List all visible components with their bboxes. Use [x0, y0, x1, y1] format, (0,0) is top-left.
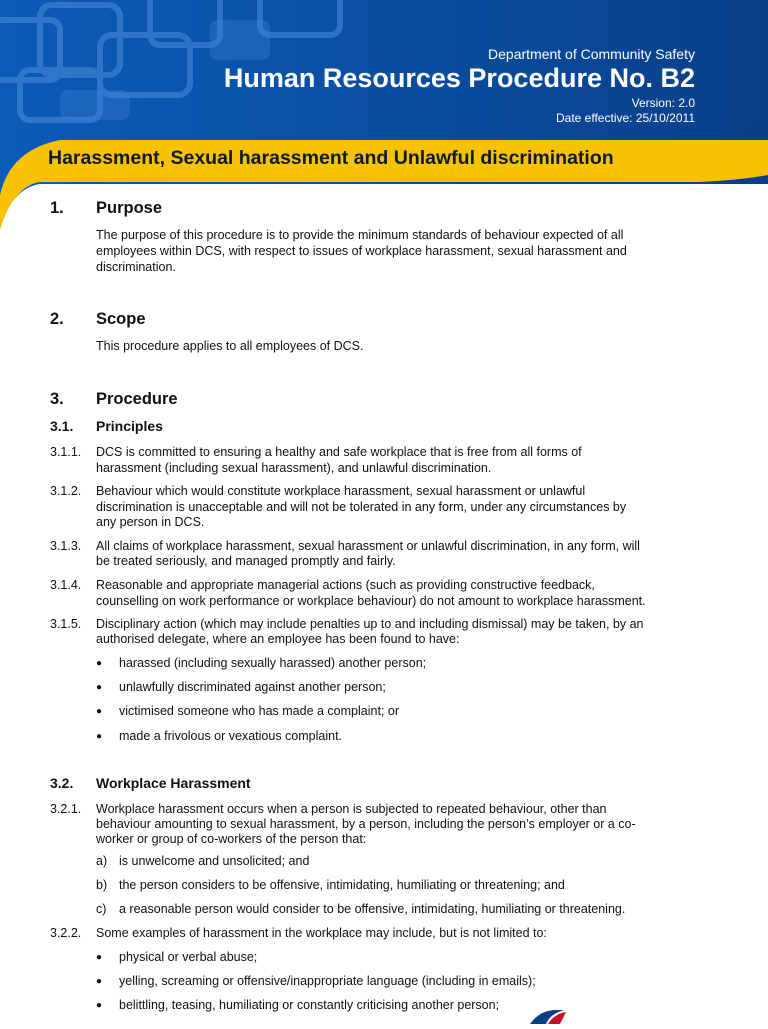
clause-line: Behaviour which would constitute workplace harassment, sexual harassment or unlawful — [96, 484, 586, 498]
section-title-scope: Scope — [96, 310, 146, 328]
clause-line: worker or group of co-workers of the person that: — [96, 832, 367, 846]
clause-number: 3.1.2. — [50, 484, 82, 498]
clause-line: All claims of workplace harassment, sexual harassment or unlawful discrimination, in any form, will — [96, 539, 640, 553]
list-item: yelling, screaming or offensive/inappropriate language (including in emails); — [119, 974, 536, 988]
clause-line: Reasonable and appropriate managerial actions (such as providing constructive feedback, — [96, 578, 595, 592]
clause-line: behaviour amounting to sexual harassment, by a person, including the person’s employer or a co- — [96, 817, 636, 831]
list-item: unlawfully discriminated against another person; — [119, 680, 386, 694]
purpose-line: The purpose of this procedure is to provide the minimum standards of behaviour expected of all — [96, 228, 624, 242]
list-item: belittling, teasing, humiliating or constantly criticising another person; — [119, 998, 500, 1012]
subsection-title-principles: Principles — [96, 418, 163, 434]
clause-line: authorised delegate, where an employee has been found to have: — [96, 632, 460, 646]
section-title-procedure: Procedure — [96, 390, 178, 408]
clause-line: Some examples of harassment in the workplace may include, but is not limited to: — [96, 926, 547, 940]
clause-number: 3.2.2. — [50, 926, 82, 940]
clause-line: be treated seriously, and managed promptly and fairly. — [96, 554, 396, 568]
footer-logo — [520, 1008, 580, 1029]
bullet-icon: ● — [96, 1000, 103, 1011]
list-item: physical or verbal abuse; — [119, 950, 258, 964]
clause-line: Disciplinary action (which may include penalties up to and including dismissal) may be taken, by an — [96, 617, 644, 631]
clause-number: 3.1.3. — [50, 539, 82, 553]
department-name: Department of Community Safety — [488, 46, 695, 62]
list-item: made a frivolous or vexatious complaint. — [119, 729, 343, 743]
date-effective: Date effective: 25/10/2011 — [556, 111, 695, 125]
subsection-title-workplace: Workplace Harassment — [96, 775, 251, 791]
section-title-purpose: Purpose — [96, 199, 163, 217]
clause-number: 3.1.1. — [50, 445, 82, 459]
procedure-title: Human Resources Procedure No. B2 — [223, 63, 695, 93]
clause-line: DCS is committed to ensuring a healthy and safe workplace that is free from all forms of — [96, 445, 582, 459]
clause-number: 3.2.1. — [50, 802, 82, 816]
list-item: victimised someone who has made a complaint; or — [119, 704, 399, 718]
list-label: a) — [96, 854, 108, 868]
list-item: is unwelcome and unsolicited; and — [119, 854, 310, 868]
clause-line: harassment (including sexual harassment), and unlawful discrimination. — [96, 461, 492, 475]
subsection-number-workplace: 3.2. — [50, 775, 74, 791]
scope-text: This procedure applies to all employees of DCS. — [96, 339, 364, 353]
list-label: c) — [96, 902, 107, 916]
subsection-number-principles: 3.1. — [50, 418, 74, 434]
bullet-icon: ● — [96, 731, 103, 742]
purpose-line: employees within DCS, with respect to issues of workplace harassment, sexual harassment and — [96, 244, 627, 258]
section-number-purpose: 1. — [50, 199, 64, 217]
list-item: harassed (including sexually harassed) another person; — [119, 656, 427, 670]
section-number-procedure: 3. — [50, 390, 64, 408]
document-title: Harassment, Sexual harassment and Unlawful discrimination — [48, 147, 614, 169]
header-banner — [0, 0, 768, 230]
list-label: b) — [96, 878, 108, 892]
clause-line: discrimination is unacceptable and will not be tolerated in any form, under any circumstances by — [96, 500, 627, 514]
bullet-icon: ● — [96, 952, 103, 963]
bullet-icon: ● — [96, 682, 103, 693]
version-label: Version: 2.0 — [631, 96, 695, 110]
section-number-scope: 2. — [50, 310, 64, 328]
bullet-icon: ● — [96, 976, 103, 987]
clause-number: 3.1.4. — [50, 578, 82, 592]
list-item: the person considers to be offensive, intimidating, humiliating or threatening; and — [119, 878, 565, 892]
clause-line: counselling on work performance or workplace behaviour) do not amount to workplace harassment. — [96, 594, 646, 608]
clause-line: Workplace harassment occurs when a person is subjected to repeated behaviour, other than — [96, 802, 607, 816]
clause-number: 3.1.5. — [50, 617, 82, 631]
bullet-icon: ● — [96, 706, 103, 717]
purpose-line: discrimination. — [96, 260, 176, 274]
list-item: a reasonable person would consider to be offensive, intimidating, humiliating or threatening. — [119, 902, 626, 916]
bullet-icon: ● — [96, 658, 103, 669]
clause-line: any person in DCS. — [96, 515, 205, 529]
